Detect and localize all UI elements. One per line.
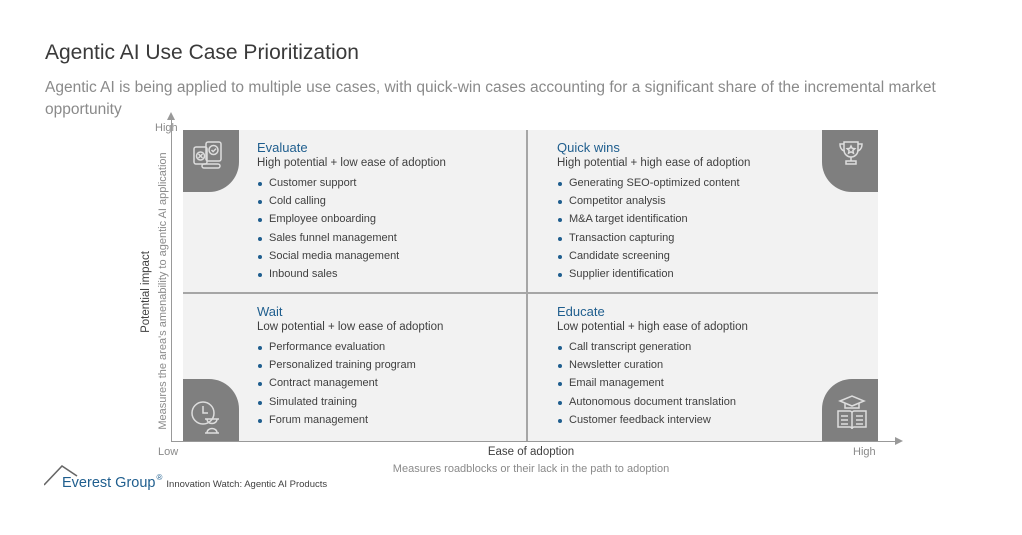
- clock-hourglass-icon: [189, 399, 223, 435]
- list-item: Candidate screening: [557, 250, 877, 268]
- list-item: Performance evaluation: [257, 341, 577, 359]
- page-title: Agentic AI Use Case Prioritization: [45, 41, 359, 64]
- list-item: Autonomous document translation: [557, 396, 877, 414]
- quadrant-evaluate: [257, 140, 577, 286]
- quadrant-educate: [557, 304, 877, 432]
- list-item: Personalized training program: [257, 359, 577, 377]
- list-item: Customer support: [257, 177, 577, 195]
- y-axis-arrow: [167, 112, 175, 120]
- list-item: Customer feedback interview: [557, 414, 877, 432]
- quadrant-subtitle: High potential + low ease of adoption: [257, 157, 446, 169]
- quadrant-subtitle: Low potential + low ease of adoption: [257, 321, 444, 333]
- list-item: M&A target identification: [557, 213, 877, 231]
- list-item: Call transcript generation: [557, 341, 877, 359]
- list-item: Contract management: [257, 377, 577, 395]
- clipboard-checklist-icon: [191, 138, 227, 174]
- quadrant-wait: [257, 304, 577, 432]
- quadrant-title: Educate: [557, 304, 605, 319]
- list-item: Supplier identification: [557, 268, 877, 286]
- x-axis: [171, 441, 896, 442]
- x-axis-subtitle: Measures roadblocks or their lack in the path to adoption: [392, 463, 670, 475]
- brand-registered: ®: [156, 473, 163, 482]
- list-item: Inbound sales: [257, 268, 577, 286]
- list-item: Employee onboarding: [257, 213, 577, 231]
- page-subtitle: Agentic AI is being applied to multiple use cases, with quick-win cases accounting for a significant share of the incremental market opportunity: [45, 79, 936, 118]
- list-item: Transaction capturing: [557, 232, 877, 250]
- footer: [44, 464, 327, 491]
- list-item: Simulated training: [257, 396, 577, 414]
- x-axis-arrow: [895, 437, 903, 445]
- x-high-label: High: [853, 446, 876, 458]
- list-item: Generating SEO-optimized content: [557, 177, 877, 195]
- list-item: Email management: [557, 377, 877, 395]
- quadrant-quick-wins: [557, 140, 877, 286]
- horizontal-divider: [183, 292, 878, 294]
- list-item: Newsletter curation: [557, 359, 877, 377]
- y-axis-title: Potential impact: [140, 251, 152, 333]
- list-item: Social media management: [257, 250, 577, 268]
- y-axis: [171, 118, 172, 442]
- wait-corner: [183, 379, 239, 441]
- y-high-label: High: [155, 122, 178, 134]
- footer-source: Innovation Watch: Agentic AI Products: [166, 479, 328, 490]
- quadrant-title: Evaluate: [257, 140, 308, 155]
- x-low-label: Low: [158, 446, 179, 458]
- quadrant-title: Wait: [257, 304, 283, 319]
- quadrant-subtitle: Low potential + high ease of adoption: [557, 321, 748, 333]
- list-item: Cold calling: [257, 195, 577, 213]
- list-item: Sales funnel management: [257, 232, 577, 250]
- list-item: Forum management: [257, 414, 577, 432]
- quadrant-title: Quick wins: [557, 140, 620, 155]
- x-axis-title: Ease of adoption: [487, 446, 575, 458]
- y-axis-subtitle: Measures the area's amenability to agentic AI application: [157, 152, 169, 430]
- list-item: Competitor analysis: [557, 195, 877, 213]
- quadrant-subtitle: High potential + high ease of adoption: [557, 157, 751, 169]
- everest-logo-mountain-icon: [44, 464, 78, 486]
- brand-name: Everest Group: [62, 475, 156, 491]
- evaluate-corner: [183, 130, 239, 192]
